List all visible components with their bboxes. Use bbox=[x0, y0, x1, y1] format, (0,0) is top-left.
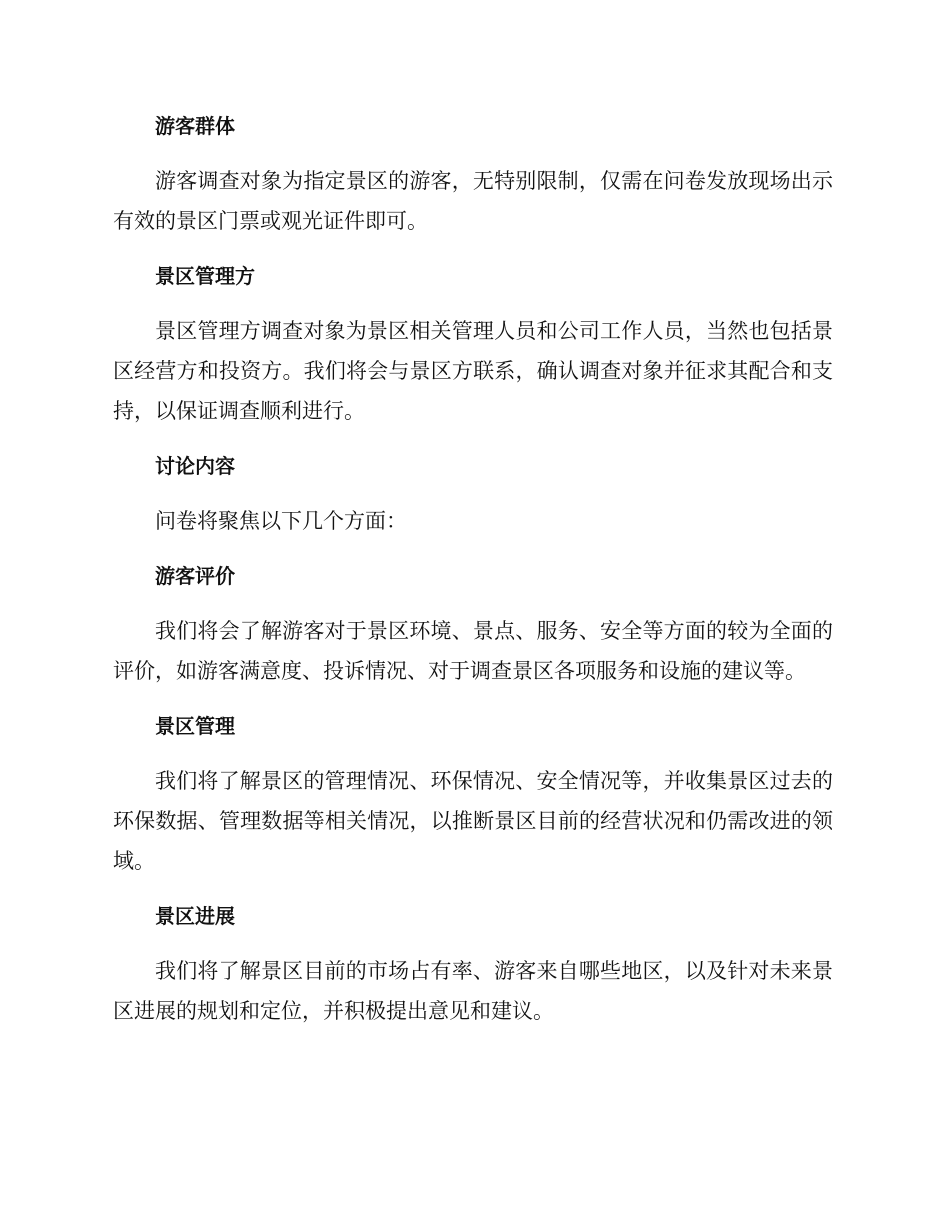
section-paragraph-discussion-content: 问卷将聚焦以下几个方面： bbox=[155, 509, 407, 533]
section-paragraph-scenic-management: 我们将了解景区的管理情况、环保情况、安全情况等，并收集景区过去的环保数据、管理数据等相关情况，以推断景区目前的经营状况和仍需改进的领域。 bbox=[113, 769, 833, 873]
section-heading-scenic-management: 景区管理 bbox=[155, 714, 235, 738]
section-heading-tourist-group: 游客群体 bbox=[155, 114, 235, 138]
section-paragraph-tourist-evaluation: 我们将会了解游客对于景区环境、景点、服务、安全等方面的较为全面的评价，如游客满意度、投诉情况、对于调查景区各项服务和设施的建议等。 bbox=[113, 619, 833, 683]
section-paragraph-scenic-management-party: 景区管理方调查对象为景区相关管理人员和公司工作人员，当然也包括景区经营方和投资方。我们将会与景区方联系，确认调查对象并征求其配合和支持，以保证调查顺利进行。 bbox=[113, 319, 833, 423]
section-heading-discussion-content: 讨论内容 bbox=[155, 454, 235, 478]
section-heading-scenic-management-party: 景区管理方 bbox=[155, 264, 255, 288]
section-paragraph-scenic-progress: 我们将了解景区目前的市场占有率、游客来自哪些地区，以及针对未来景区进展的规划和定位，并积极提出意见和建议。 bbox=[113, 959, 833, 1023]
section-heading-scenic-progress: 景区进展 bbox=[155, 904, 235, 928]
section-paragraph-tourist-group: 游客调查对象为指定景区的游客，无特别限制，仅需在问卷发放现场出示有效的景区门票或观光证件即可。 bbox=[113, 169, 833, 233]
section-heading-tourist-evaluation: 游客评价 bbox=[155, 564, 235, 588]
document-body bbox=[113, 106, 833, 1046]
